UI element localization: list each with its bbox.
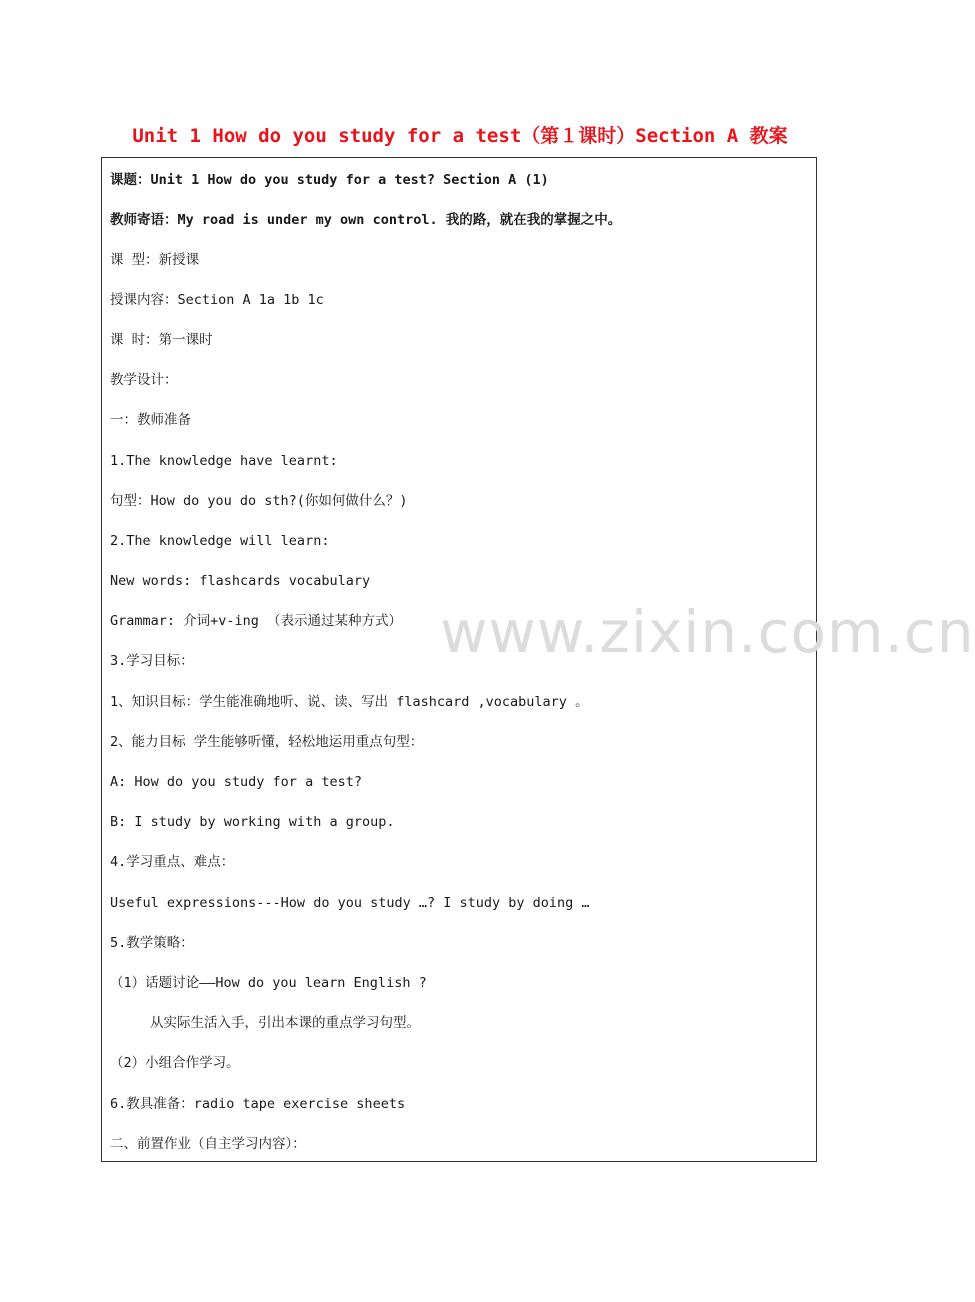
grammar: Grammar: 介词+v-ing （表示通过某种方式） xyxy=(110,613,403,629)
sentence-pattern: 句型：How do you do sth?(你如何做什么？) xyxy=(110,493,408,509)
watermark: www.zixin.com.cn xyxy=(440,598,975,666)
new-words: New words: flashcards vocabulary xyxy=(110,573,371,589)
knowledge-goal: 1、知识目标：学生能准确地听、说、读、写出 flashcard ,vocabulary 。 xyxy=(110,694,589,710)
ability-goal: 2、能力目标 学生能够听懂，轻松地运用重点句型： xyxy=(110,734,424,750)
lesson-topic: 课题：Unit 1 How do you study for a test? Section A (1) xyxy=(110,172,549,188)
teacher-message: 教师寄语：My road is under my own control. 我的路，就在我的掌握之中。 xyxy=(110,212,622,228)
teacher-preparation-heading: 一：教师准备 xyxy=(110,412,191,428)
pre-class-homework-heading: 二、前置作业（自主学习内容）： xyxy=(110,1136,306,1152)
teaching-strategy-heading: 5.教学策略： xyxy=(110,935,194,951)
dialogue-b: B: I study by working with a group. xyxy=(110,814,395,830)
strategy-detail: 从实际生活入手，引出本课的重点学习句型。 xyxy=(150,1015,420,1031)
useful-expressions: Useful expressions---How do you study …? I study by doing … xyxy=(110,895,590,911)
dialogue-a: A: How do you study for a test? xyxy=(110,774,362,790)
knowledge-will-learn: 2.The knowledge will learn: xyxy=(110,533,330,549)
lesson-content: 授课内容：Section A 1a 1b 1c xyxy=(110,292,324,308)
teaching-design-heading: 教学设计： xyxy=(110,372,178,388)
key-points-heading: 4.学习重点、难点： xyxy=(110,854,235,870)
strategy-topic-discussion: （1）话题讨论——How do you learn English ? xyxy=(110,975,427,991)
lesson-period: 课 时：第一课时 xyxy=(110,332,213,348)
teaching-aids: 6.教具准备：radio tape exercise sheets xyxy=(110,1096,406,1112)
learning-goals-heading: 3.学习目标： xyxy=(110,653,194,669)
lesson-type: 课 型：新授课 xyxy=(110,252,200,268)
strategy-group-work: （2）小组合作学习。 xyxy=(110,1055,240,1071)
document-title: Unit 1 How do you study for a test（第１课时）Section A 教案 xyxy=(132,125,788,147)
knowledge-learnt: 1.The knowledge have learnt: xyxy=(110,453,338,469)
